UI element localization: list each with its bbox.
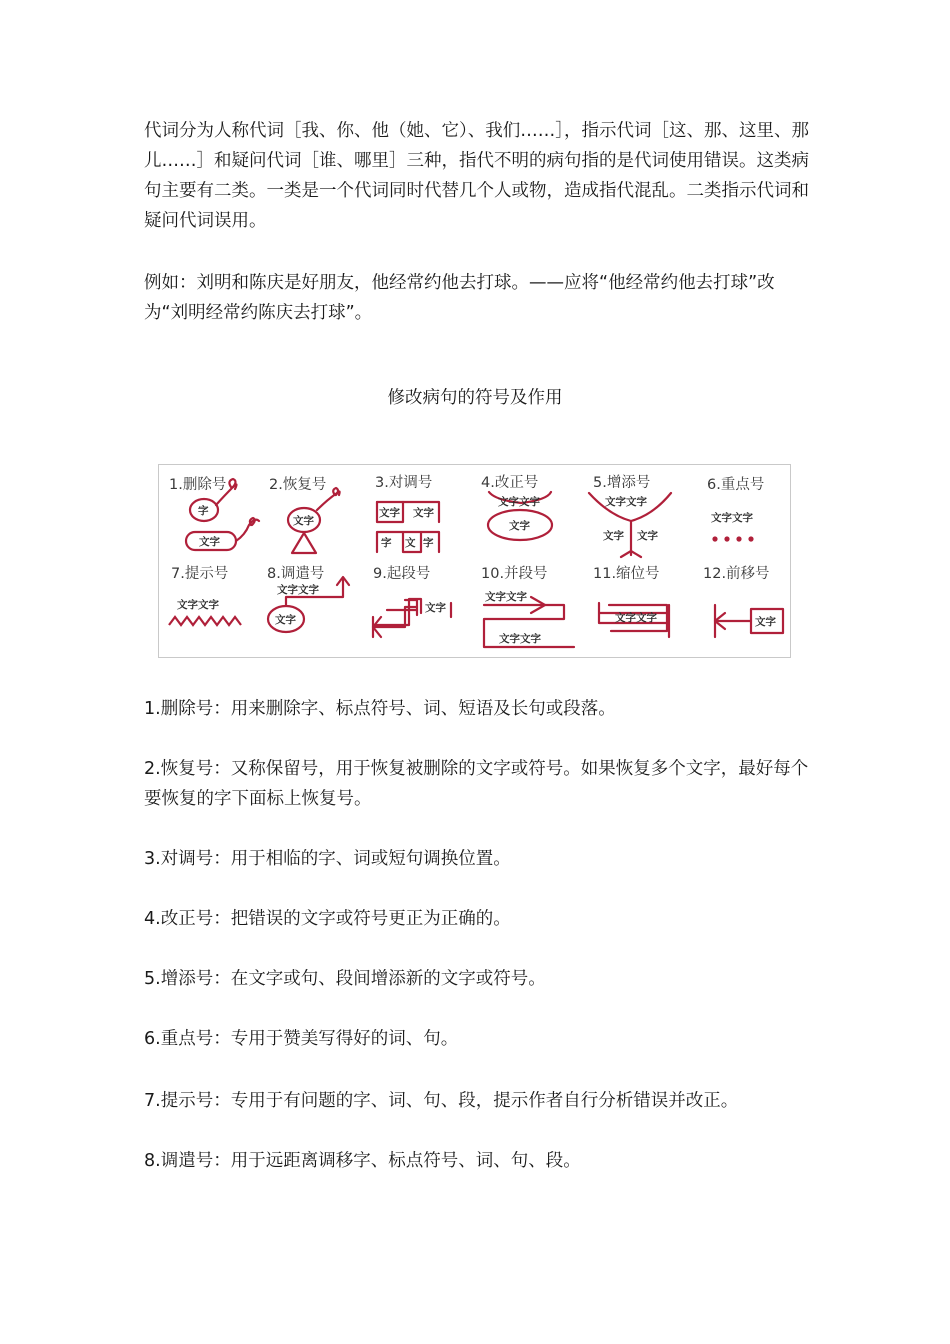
figure-glyph-wenzi-12: 文字 <box>755 616 776 628</box>
prompt-zigzag-graphic <box>169 617 241 625</box>
figure-glyph-wenzi-3b: 文字 <box>413 507 434 519</box>
figure-glyph-wenziwenzi-7: 文字文字 <box>177 599 219 611</box>
figure-glyph-wenziwenzi-10b: 文字文字 <box>499 633 541 645</box>
intro-paragraph: 代词分为人称代词［我、你、他（她、它）、我们……］，指示代词［这、那、这里、那儿……］和疑问代词［谁、哪里］三种，指代不明的病句指的是代词使用错误。这类病句主要有二类。一类是一个代词同时代替几个人或物，造成指代混乱。二类指示代词和疑问代词误用。 <box>144 121 809 231</box>
emphasis-dots-graphic <box>712 536 753 541</box>
figure-label-11: 11.缩位号 <box>593 566 660 582</box>
figure-glyph-wenziwenzi-8: 文字文字 <box>277 584 319 596</box>
symbol-item-5: 5.增添号：在文字或句、段间增添新的文字或符号。 <box>144 969 546 989</box>
symbol-item-7: 7.提示号：专用于有问题的字、词、句、段，提示作者自行分析错误并改正。 <box>144 1091 739 1111</box>
proofreading-symbols-figure <box>158 464 791 658</box>
figure-glyph-zi-3a: 字 <box>381 537 392 549</box>
figure-glyph-zi-3b: 字 <box>423 537 434 549</box>
figure-label-10: 10.并段号 <box>481 566 548 582</box>
figure-label-5: 5.增添号 <box>593 475 651 491</box>
figure-label-9: 9.起段号 <box>373 566 431 582</box>
figure-label-12: 12.前移号 <box>703 566 770 582</box>
figure-glyph-wenzi-4: 文字 <box>509 520 530 532</box>
figure-label-4: 4.改正号 <box>481 475 539 491</box>
figure-glyph-wen-3: 文 <box>405 537 416 549</box>
figure-caption: 修改病句的符号及作用 <box>387 388 563 408</box>
figure-label-7: 7.提示号 <box>171 566 229 582</box>
figure-glyph-wenzi-5b: 文字 <box>637 530 658 542</box>
figure-glyph-wenziwenzi-11: 文字文字 <box>615 612 657 624</box>
figure-glyph-wenzi-2: 文字 <box>293 515 314 527</box>
figure-glyph-wenzi-5a: 文字 <box>603 530 624 542</box>
example-paragraph: 例如：刘明和陈庆是好朋友，他经常约他去打球。——应将“他经常约他去打球”改为“刘明经常约陈庆去打球”。 <box>144 273 775 323</box>
symbol-item-1: 1.删除号：用来删除字、标点符号、词、短语及长句或段落。 <box>144 699 616 719</box>
figure-glyph-wenzi-9: 文字 <box>425 602 446 614</box>
figure-label-6: 6.重点号 <box>707 477 765 493</box>
figure-glyph-zi-1: 字 <box>198 505 209 517</box>
figure-label-3: 3.对调号 <box>375 475 433 491</box>
figure-label-1: 1.删除号 <box>169 477 227 493</box>
figure-glyph-wenzi-8: 文字 <box>275 614 296 626</box>
symbol-item-2: 2.恢复号：又称保留号，用于恢复被删除的文字或符号。如果恢复多个文字，最好每个要恢复的字下面标上恢复号。 <box>144 759 809 809</box>
symbol-item-4: 4.改正号：把错误的文字或符号更正为正确的。 <box>144 909 511 929</box>
figure-label-8: 8.调遣号 <box>267 566 325 582</box>
symbol-item-6: 6.重点号：专用于赞美写得好的词、句。 <box>144 1029 459 1049</box>
figure-glyph-wenziwenzi-5: 文字文字 <box>605 496 647 508</box>
figure-glyph-wenziwenzi-4: 文字文字 <box>498 496 540 508</box>
figure-label-2: 2.恢复号 <box>269 477 327 493</box>
symbol-item-8: 8.调遣号：用于远距离调移字、标点符号、词、句、段。 <box>144 1151 581 1171</box>
figure-glyph-wenzi-3a: 文字 <box>379 507 400 519</box>
figure-glyph-wenzi-1: 文字 <box>199 536 220 548</box>
figure-glyph-wenziwenzi-10a: 文字文字 <box>485 591 527 603</box>
figure-glyph-wenziwenzi-6: 文字文字 <box>711 512 753 524</box>
symbol-item-3: 3.对调号：用于相临的字、词或短句调换位置。 <box>144 849 511 869</box>
